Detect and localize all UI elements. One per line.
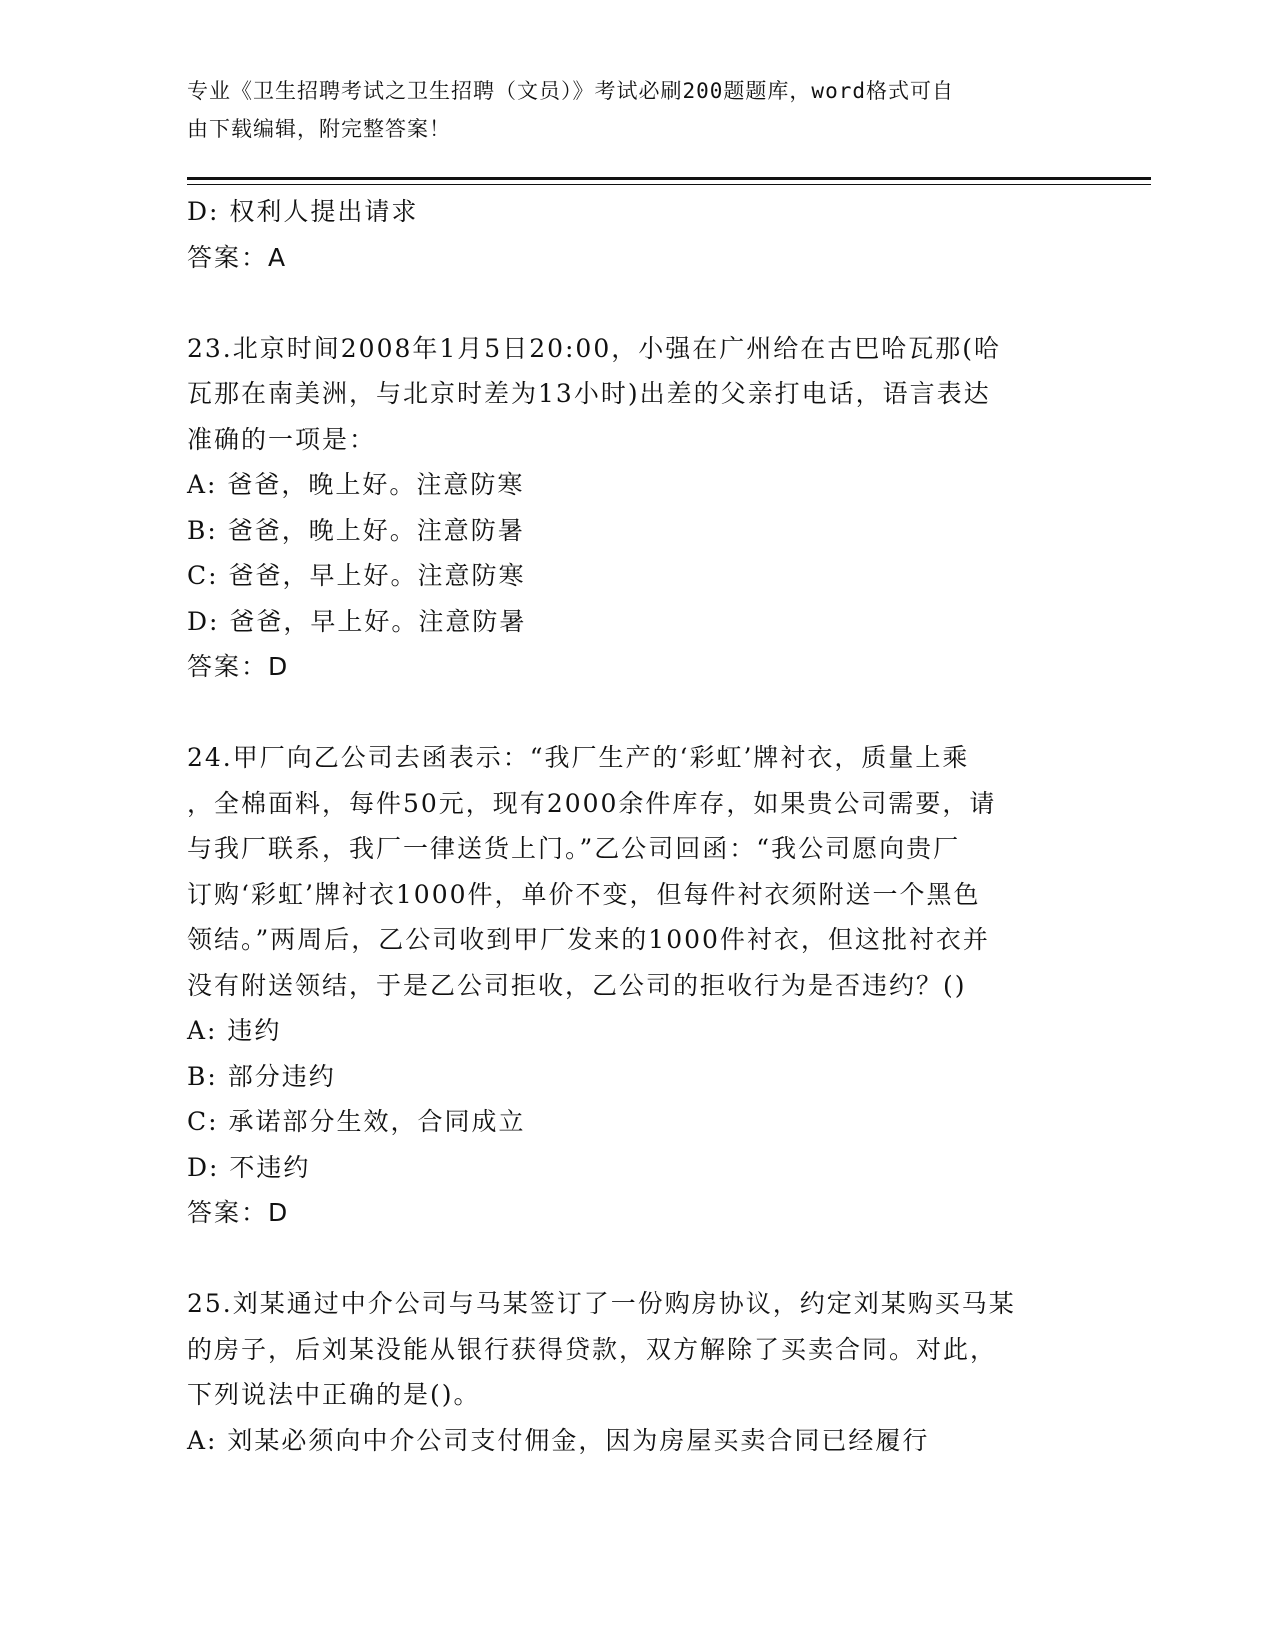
option-c: C: 爸爸，早上好。注意防寒 [187, 561, 526, 590]
header-rule-thick [187, 177, 1151, 180]
option-b: B: 部分违约 [187, 1061, 336, 1091]
option-a: A: 爸爸，晚上好。注意防寒 [187, 470, 525, 499]
spacer [187, 280, 1077, 326]
question-24 [187, 735, 1077, 1236]
option-a: A: 刘某必须向中介公司支付佣金，因为房屋买卖合同已经履行 [187, 1425, 930, 1455]
option-c: C: 承诺部分生效，合同成立 [187, 1107, 526, 1136]
header-rule-thin [187, 184, 1151, 185]
question-stem-line: 23.北京时间2008年1月5日20:00，小强在广州给在古巴哈瓦那(哈 [187, 333, 1001, 363]
question-stem-line: 没有附送领结，于是乙公司拒收，乙公司的拒收行为是否违约？() [187, 970, 967, 1000]
spacer [187, 690, 1077, 736]
previous-question-tail [187, 189, 1077, 280]
question-23 [187, 326, 1077, 690]
option-d: D: 权利人提出请求 [187, 197, 419, 226]
page-header [187, 72, 1067, 148]
option-a: A: 违约 [187, 1016, 282, 1045]
document-body [187, 189, 1077, 1463]
option-d: D: 不违约 [187, 1152, 311, 1182]
question-stem-line: 领结。”两周后，乙公司收到甲厂发来的1000件衬衣，但这批衬衣并 [187, 925, 990, 954]
question-stem-line: 25.刘某通过中介公司与马某签订了一份购房协议，约定刘某购买马某 [187, 1289, 1016, 1318]
header-line-1: 专业《卫生招聘考试之卫生招聘（文员）》考试必刷200题题库，word格式可自 [187, 79, 954, 103]
header-line-2: 由下载编辑，附完整答案！ [187, 117, 451, 141]
question-stem-line: ，全棉面料，每件50元，现有2000余件库存，如果贵公司需要，请 [187, 788, 997, 818]
question-stem-line: 下列说法中正确的是()。 [187, 1380, 481, 1409]
question-stem-line: 24.甲厂向乙公司去函表示：“我厂生产的‘彩虹’牌衬衣，质量上乘 [187, 743, 970, 772]
question-stem-line: 与我厂联系，我厂一律送货上门。”乙公司回函：“我公司愿向贵厂 [187, 834, 961, 863]
question-stem-line: 准确的一项是： [187, 424, 377, 454]
spacer [187, 1236, 1077, 1282]
question-stem-line: 瓦那在南美洲，与北京时差为13小时)出差的父亲打电话，语言表达 [187, 379, 991, 408]
option-b: B: 爸爸，晚上好。注意防暑 [187, 515, 525, 545]
answer-line: 答案：D [187, 652, 290, 681]
question-stem-line: 订购‘彩虹’牌衬衣1000件，单价不变，但每件衬衣须附送一个黑色 [187, 879, 981, 909]
question-25 [187, 1281, 1077, 1463]
question-stem-line: 的房子，后刘某没能从银行获得贷款，双方解除了买卖合同。对此， [187, 1334, 998, 1364]
option-d: D: 爸爸，早上好。注意防暑 [187, 606, 527, 636]
answer-line: 答案：D [187, 1198, 290, 1227]
answer-line: 答案：A [187, 242, 288, 272]
